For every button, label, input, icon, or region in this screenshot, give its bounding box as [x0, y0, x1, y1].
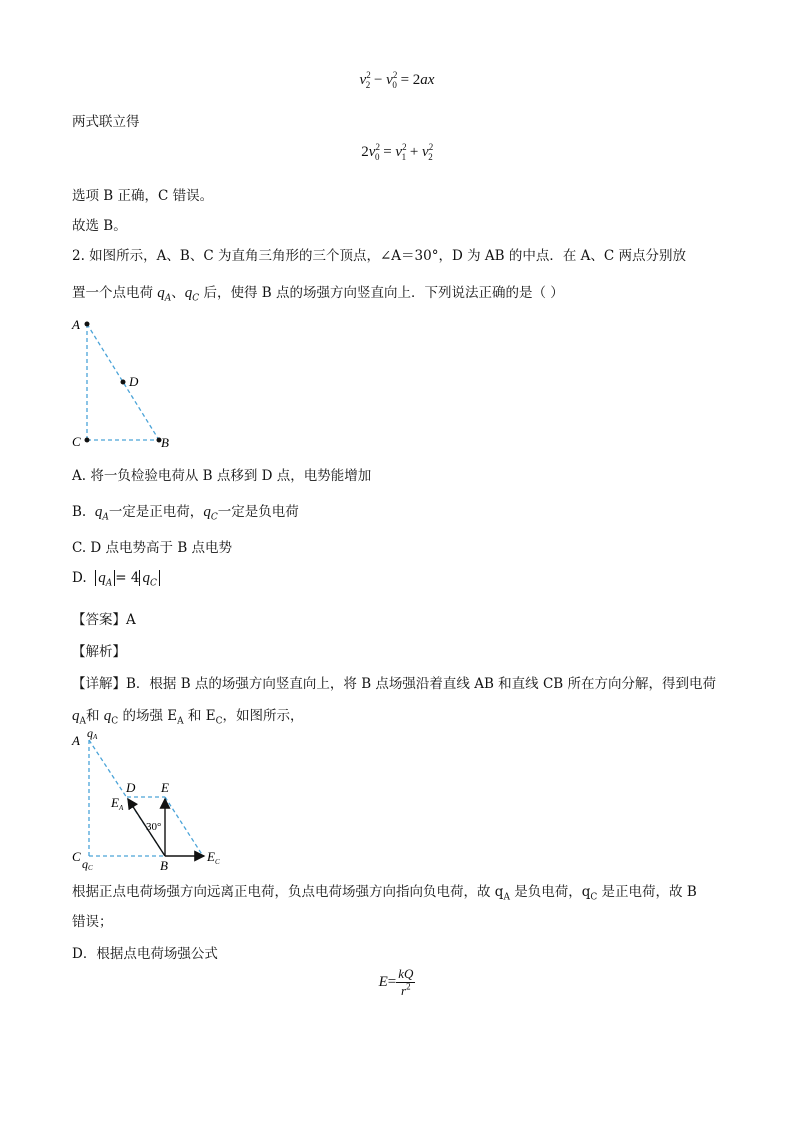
label-c: C [72, 849, 81, 864]
detail-line2: $q_A$和 $q_C$ 的场强 $E_A$ 和 $E_C$，如图所示， [72, 708, 304, 727]
label-d: D [129, 374, 139, 389]
answer-label: 【答案】A [72, 612, 136, 628]
reason-line1: 根据正点电荷场强方向远离正电荷，负点电荷场强方向指向负电荷，故 $q_A$ 是负电荷，$q_C$ 是正电荷，故 B [72, 884, 697, 903]
option-a: A. 将一负检验电荷从 B 点移到 D 点，电势能增加 [72, 468, 372, 484]
question-2-line1: 2. 如图所示，A、B、C 为直角三角形的三个顶点，∠A＝30°，D 为 AB 的中点．在 A、C 两点分别放 [72, 248, 686, 264]
label-ea: $E_A$ [111, 795, 124, 812]
equation-combined: $2v^2_0 = v^2_1 + v^2_2$ [361, 142, 434, 162]
point-a [85, 322, 90, 327]
label-a: A [72, 733, 80, 748]
question-2-line2: 置一个点电荷 $q_A$、$q_C$ 后，使得 B 点的场强方向竖直向上．下列说法正确的是（ ） [72, 285, 564, 304]
label-e: E [161, 780, 169, 795]
dash-e-ec [165, 797, 203, 856]
label-c: C [72, 434, 81, 449]
b-correct-text: 选项 B 正确，C 错误。 [72, 188, 214, 204]
equation-point-charge-field: E= $\frac{kQ}{r^2}$ [378, 966, 414, 998]
option-b: B. $q_A$一定是正电荷，$q_C$一定是负电荷 [72, 504, 299, 523]
option-d: D. $q_A = 4$ $q_C$ [72, 570, 160, 586]
detail-line1: 【详解】B．根据 B 点的场强方向竖直向上，将 B 点场强沿着直线 AB 和直线 CB 所在方向分解，得到电荷 [72, 676, 717, 692]
analysis-label: 【解析】 [72, 644, 126, 660]
equation-kinematics: $v^2_2 - v^2_0 = 2ax$ [359, 70, 435, 90]
label-qa: qA [87, 726, 98, 741]
d-formula-intro: D．根据点电荷场强公式 [72, 946, 218, 962]
option-c: C. D 点电势高于 B 点电势 [72, 540, 233, 556]
label-ec: $E_C$ [207, 849, 220, 866]
field-decomposition-figure [68, 724, 238, 874]
combine-text: 两式联立得 [72, 114, 140, 130]
label-b: B [160, 858, 168, 873]
label-d: D [126, 780, 136, 795]
point-d [121, 380, 126, 385]
label-b: B [161, 435, 169, 450]
triangle-figure [68, 312, 188, 452]
reason-line2: 错误； [72, 914, 113, 930]
label-angle: 30° [146, 821, 162, 833]
point-c [85, 438, 90, 443]
label-a: A [72, 317, 80, 332]
choose-b-text: 故选 B。 [72, 218, 127, 234]
label-qc: qC [82, 857, 93, 872]
